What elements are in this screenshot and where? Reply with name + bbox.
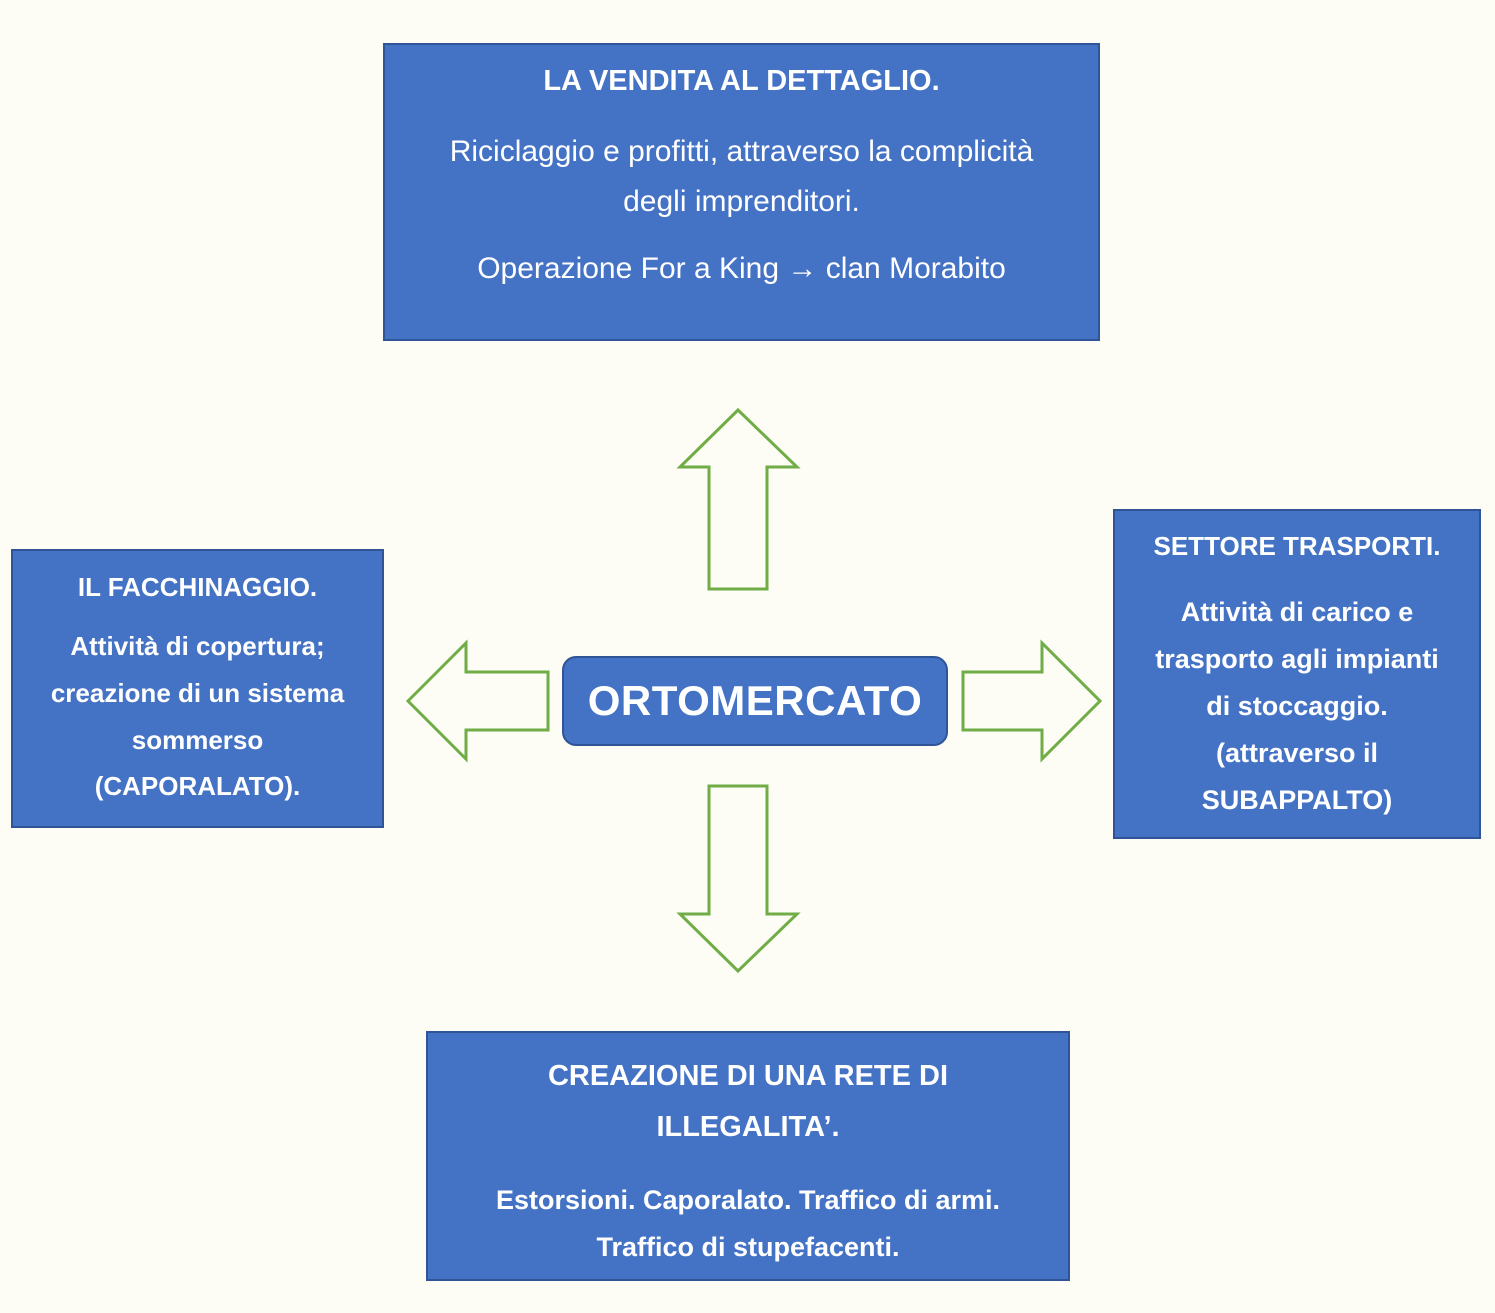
retail-sales-body-line2: degli imprenditori. <box>623 185 860 218</box>
transport-line3: di stoccaggio. <box>1206 691 1388 721</box>
retail-sales-box <box>383 43 1100 341</box>
illegality-title-line2: ILLEGALITA’. <box>656 1111 840 1143</box>
center-label: ORTOMERCATO <box>587 677 923 724</box>
retail-sales-title: LA VENDITA AL DETTAGLIO. <box>543 65 940 97</box>
illegality-line1: Estorsioni. Caporalato. Traffico di armi. <box>495 1185 1001 1215</box>
transport-box <box>1113 509 1481 839</box>
arrow-down <box>680 786 797 971</box>
ortomercato-center-box <box>562 656 948 746</box>
porterage-line4: (CAPORALATO). <box>94 771 301 801</box>
porterage-title: IL FACCHINAGGIO. <box>77 572 318 602</box>
transport-title: SETTORE TRASPORTI. <box>1153 531 1441 561</box>
porterage-line1: Attività di copertura; <box>70 631 325 661</box>
porterage-line2: creazione di un sistema <box>50 678 345 708</box>
arrow-up <box>680 410 797 589</box>
porterage-line3: sommerso <box>131 725 264 755</box>
illegality-network-box <box>426 1031 1070 1281</box>
retail-sales-body-line1: Riciclaggio e profitti, attraverso la complicità <box>449 135 1034 168</box>
transport-line1: Attività di carico e <box>1180 597 1414 627</box>
transport-line4: (attraverso il <box>1215 738 1379 768</box>
arrow-right <box>963 643 1100 759</box>
illegality-title-line1: CREAZIONE DI UNA RETE DI <box>547 1060 949 1092</box>
arrow-left <box>408 643 548 759</box>
retail-sales-operation: Operazione For a King → clan Morabito <box>477 252 1006 285</box>
illegality-line2: Traffico di stupefacenti. <box>596 1232 900 1262</box>
transport-line2: trasporto agli impianti <box>1155 644 1439 674</box>
transport-line5: SUBAPPALTO) <box>1201 785 1393 815</box>
porterage-box <box>11 549 384 828</box>
